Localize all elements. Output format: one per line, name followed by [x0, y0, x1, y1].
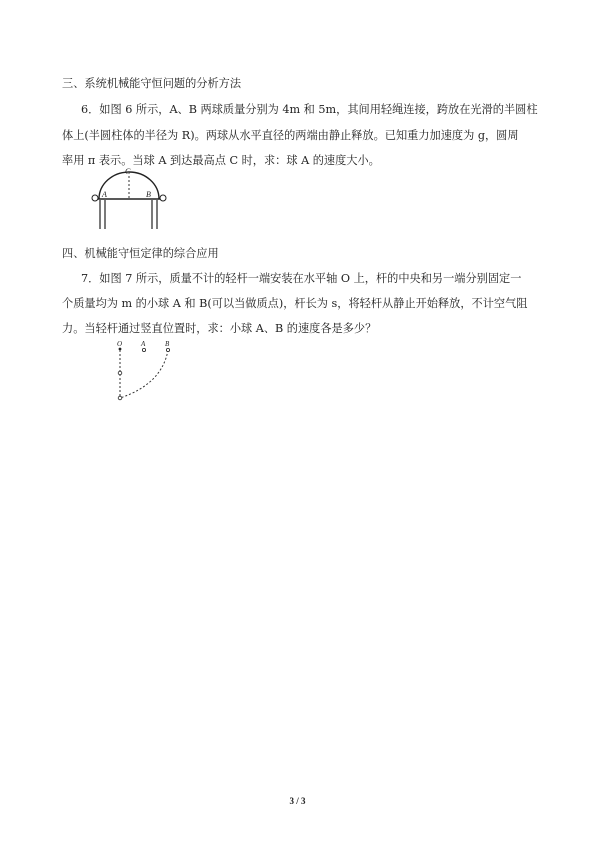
ball-b: [160, 195, 166, 201]
label-a: A: [102, 190, 107, 199]
problem6-line2: 体上(半圆柱体的半径为 R)。两球从水平直径的两端由静止释放。已知重力加速度为 g，圆周: [62, 129, 519, 142]
ball-a: [92, 195, 98, 201]
page-number: 3 / 3: [289, 796, 306, 806]
problem6-line1: 6．如图 6 所示，A、B 两球质量分别为 4m 和 5m，其间用轻绳连接，跨放在光滑的半圆柱: [81, 103, 538, 116]
problem7-line2: 个质量均为 m 的小球 A 和 B(可以当做质点)，杆长为 s，将轻杆从静止开始释放，不计空气阻: [62, 297, 528, 310]
label-b: B: [146, 190, 151, 199]
ball-a-bottom: [118, 371, 122, 375]
label-o: O: [117, 340, 123, 348]
figure-6-half-cylinder: [88, 165, 172, 231]
label-c: C: [125, 167, 131, 176]
label-a: A: [141, 340, 146, 348]
problem6-line3: 率用 π 表示。当球 A 到达最高点 C 时，求：球 A 的速度大小。: [62, 154, 380, 167]
problem7-line1: 7．如图 7 所示，质量不计的轻杆一端安装在水平轴 O 上，杆的中央和另一端分别固定一: [81, 272, 522, 285]
section4-heading: 四、机械能守恒定律的综合应用: [62, 247, 219, 260]
ball-a-top: [142, 348, 145, 351]
ball-b-bottom: [118, 396, 122, 400]
section3-heading: 三、系统机械能守恒问题的分析方法: [62, 77, 242, 90]
ball-b-top: [166, 348, 169, 351]
figure-7-rod: [110, 338, 180, 404]
pivot-o: [119, 348, 122, 351]
problem7-line3: 力。当轻杆通过竖直位置时，求：小球 A、B 的速度各是多少？: [62, 322, 377, 335]
label-b: B: [165, 340, 170, 348]
